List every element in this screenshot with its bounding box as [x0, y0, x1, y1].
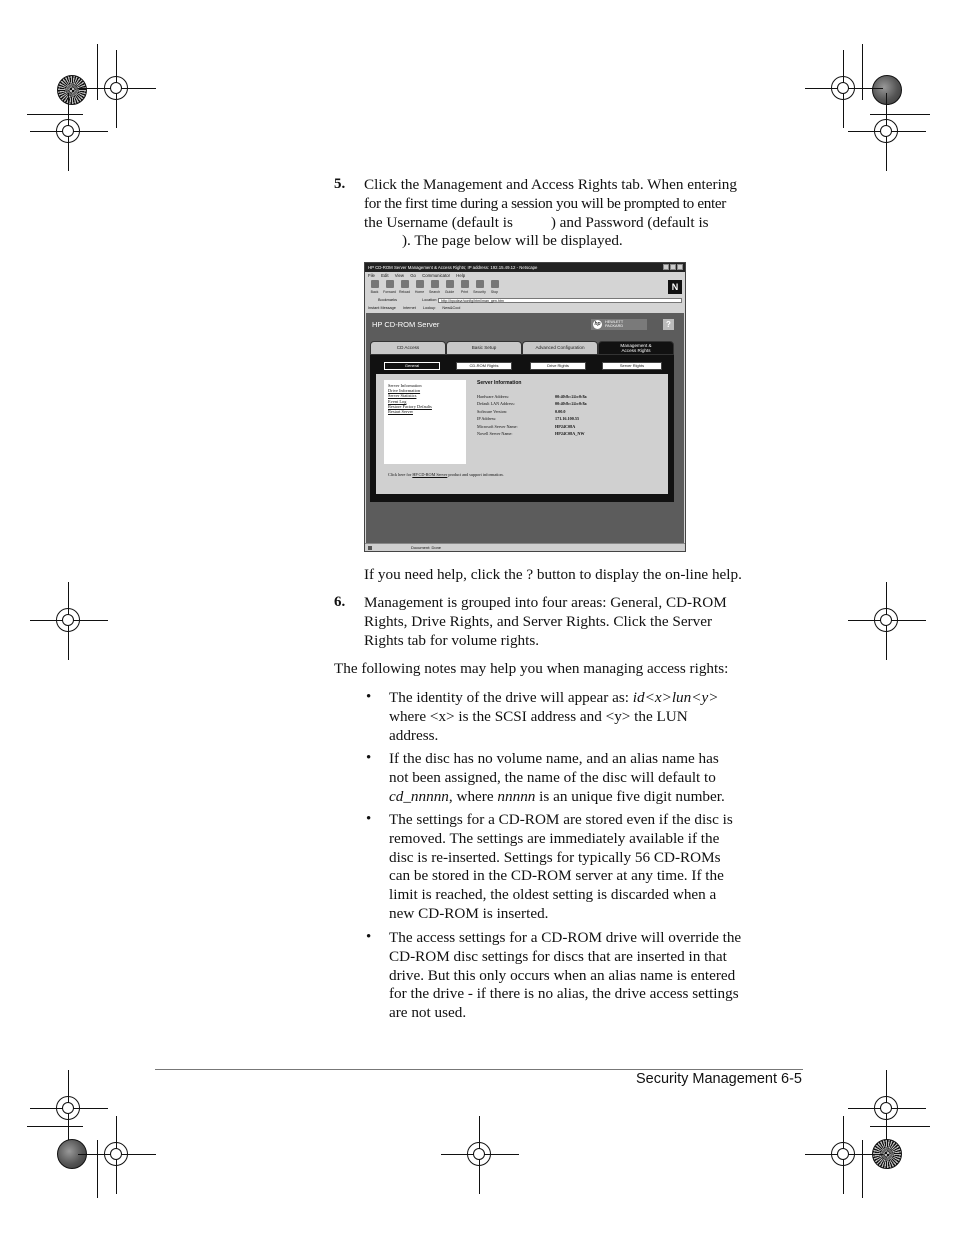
security-button[interactable]: Security: [473, 279, 486, 297]
subtab-drive-rights[interactable]: Drive Rights: [530, 362, 586, 370]
subtab-cd-rom-rights[interactable]: CD-ROM Rights: [456, 362, 512, 370]
back-button[interactable]: Back: [368, 279, 381, 297]
hp-logo: hp HEWLETT PACKARD: [591, 319, 647, 330]
management-panel: [370, 355, 674, 502]
step-number: 6.: [334, 594, 346, 610]
menu-help[interactable]: Help: [456, 273, 466, 278]
menu-communicator[interactable]: Communicator: [422, 273, 451, 278]
menu-view[interactable]: View: [394, 273, 404, 278]
footer-rule: [155, 1069, 803, 1070]
note-stored-settings: The settings for a CD-ROM are stored even if the disc is removed. The settings are immediately available if the disc is re-inserted. Settings for typically 56 CD-ROMs can be stored in the CD-ROM server at any time. If the limit is reached, the oldest setting is discarded when a new CD-ROM is inserted.: [389, 811, 733, 922]
tab-basic-setup[interactable]: Basic Setup: [446, 341, 522, 355]
menu-file[interactable]: File: [368, 273, 375, 278]
back-icon: [371, 280, 379, 288]
nav-link-event-log[interactable]: Event Log: [388, 398, 407, 404]
search-icon: [431, 280, 439, 288]
info-title: Server Information: [477, 380, 522, 386]
stop-button[interactable]: Stop: [488, 279, 501, 297]
info-row: Microsoft Server Name: HP24C08A: [477, 423, 576, 429]
home-button[interactable]: Home: [413, 279, 426, 297]
window-controls: [663, 264, 683, 270]
link-instant-message[interactable]: Instant Message: [368, 306, 396, 310]
registration-mark-icon: [870, 604, 904, 638]
subtab-server-rights[interactable]: Server Rights: [602, 362, 662, 370]
note-identity: The identity of the drive will appear as: id<x>lun<y> where <x> is the SCSI address and <y> the LUN address.: [389, 689, 719, 744]
nav-heading: Server Information: [388, 383, 422, 388]
registration-mark-icon: [100, 1138, 134, 1172]
status-text: Document: Done: [411, 545, 442, 550]
bullet: •: [366, 929, 372, 945]
registration-mark-icon: [463, 1138, 497, 1172]
bullet: •: [366, 750, 372, 766]
nav-link-restore-factory-defaults[interactable]: Restore Factory Defaults: [388, 403, 432, 409]
guide-button[interactable]: Guide: [443, 279, 456, 297]
step-5-line: Click the Management and Access Rights tab. When entering: [364, 176, 737, 193]
registration-mark-icon: [52, 604, 86, 638]
home-icon: [416, 280, 424, 288]
search-button[interactable]: Search: [428, 279, 441, 297]
personal-toolbar: [368, 305, 682, 312]
menu-bar: [365, 272, 685, 279]
support-link[interactable]: HP CD-ROM Server: [412, 472, 448, 477]
info-row: Hardware Address: 00:40:8c:24:c0:8a: [477, 394, 587, 399]
page-footer: Security Management 6-5: [635, 1071, 802, 1087]
menu-edit[interactable]: Edit: [381, 273, 389, 278]
minimize-icon[interactable]: [663, 264, 669, 270]
location-label: Location:: [422, 298, 438, 302]
step-5-text: [364, 176, 804, 251]
step-5-line: for the first time during a session you will be prompted to enter: [364, 194, 726, 212]
window-title: HP CD-ROM Server Management & Access Rights; IP address: 192.15.49.12 - Netscape: [365, 263, 685, 272]
registration-mark-icon: [827, 1138, 861, 1172]
registration-star-icon: [57, 75, 87, 105]
maximize-icon[interactable]: [670, 264, 676, 270]
registration-mark-icon: [870, 115, 904, 149]
step-5-line: the Username (default is ) and Password (default is: [364, 213, 709, 231]
nav-link-drive-information[interactable]: Drive Information: [388, 388, 421, 394]
step-6-line: Rights tab for volume rights.: [364, 631, 540, 649]
nav-link-restart-server[interactable]: Restart Server: [388, 409, 413, 415]
help-button[interactable]: ?: [663, 319, 674, 330]
reload-button[interactable]: Reload: [398, 279, 411, 297]
side-nav: [384, 380, 466, 464]
step-6-text: [364, 594, 804, 650]
registration-mark-icon: [870, 1092, 904, 1126]
registration-mark-icon: [100, 72, 134, 106]
bookmarks-button[interactable]: Bookmarks: [378, 298, 397, 302]
status-bar: [365, 543, 685, 552]
info-row: Default LAN Address: 00:40:8c:24:c0:8a: [477, 401, 587, 407]
nav-link-server-statistics[interactable]: Server Statistics: [388, 393, 417, 399]
app-title: HP CD-ROM Server: [372, 320, 440, 329]
forward-button[interactable]: Forward: [383, 279, 396, 297]
browser-screenshot: [364, 262, 686, 552]
tab-cd-access[interactable]: CD Access: [370, 341, 446, 355]
step-6-line: Management is grouped into four areas: General, CD-ROM: [364, 594, 727, 611]
print-button[interactable]: Print: [458, 279, 471, 297]
close-icon[interactable]: [677, 264, 683, 270]
forward-icon: [386, 280, 394, 288]
server-information: [477, 380, 665, 438]
netscape-logo-icon: N: [668, 280, 682, 294]
note-drive-override: The access settings for a CD-ROM drive will override the CD-ROM disc settings for discs that are inserted in that drive. But this only occurs when an alias name is entered for the drive - if there is no alias, the drive access settings are not used.: [389, 929, 742, 1022]
note-volume-name: If the disc has no volume name, and an alias name has not been assigned, the name of the disc will default to cd_nnnnn, where nnnnn is an unique five digit number.: [389, 750, 725, 805]
bullet: •: [366, 689, 372, 705]
print-icon: [461, 280, 469, 288]
location-bar: [368, 297, 682, 304]
bullet: •: [366, 811, 372, 827]
link-internet[interactable]: Internet: [402, 306, 416, 310]
registration-disc-icon: [872, 75, 902, 105]
tab-management-access-rights[interactable]: Management & Access Rights: [598, 341, 674, 355]
tab-advanced-configuration[interactable]: Advanced Configuration: [522, 341, 598, 355]
registration-mark-icon: [52, 115, 86, 149]
info-row: IP Address: 171.16.100.55: [477, 416, 580, 422]
info-row: Novell Server Name: HP24C08A_NW: [477, 430, 585, 436]
hp-logo-icon: hp: [594, 321, 601, 327]
step-6-line: Rights, Drive Rights, and Server Rights. Click the Server: [364, 612, 713, 630]
lock-icon: [476, 280, 484, 288]
help-note: If you need help, click the ? button to display the on-line help.: [364, 566, 742, 583]
link-lookup[interactable]: Lookup: [422, 306, 436, 310]
link-new-cool[interactable]: New&Cool: [442, 306, 461, 310]
reload-icon: [401, 280, 409, 288]
step-5-line: ). The page below will be displayed.: [402, 232, 623, 250]
page-content: [366, 313, 684, 543]
browser-toolbar: [368, 279, 501, 297]
subtab-general[interactable]: General: [384, 362, 440, 370]
support-footnote: Click here for HP CD-ROM Server product and support information.: [388, 472, 504, 477]
registration-mark-icon: [52, 1092, 86, 1126]
status-lock-icon: [368, 546, 372, 550]
menu-go[interactable]: Go: [410, 273, 416, 278]
notes-intro: The following notes may help you when managing access rights:: [334, 660, 729, 677]
stop-icon: [491, 280, 499, 288]
registration-mark-icon: [827, 72, 861, 106]
url-input[interactable]: http://hpcdsvr/config/html/man_gen.htm: [438, 298, 682, 303]
guide-icon: [446, 280, 454, 288]
step-number: 5.: [334, 176, 346, 192]
info-row: Software Version: 0.00.0: [477, 408, 566, 414]
general-panel: [376, 374, 668, 494]
